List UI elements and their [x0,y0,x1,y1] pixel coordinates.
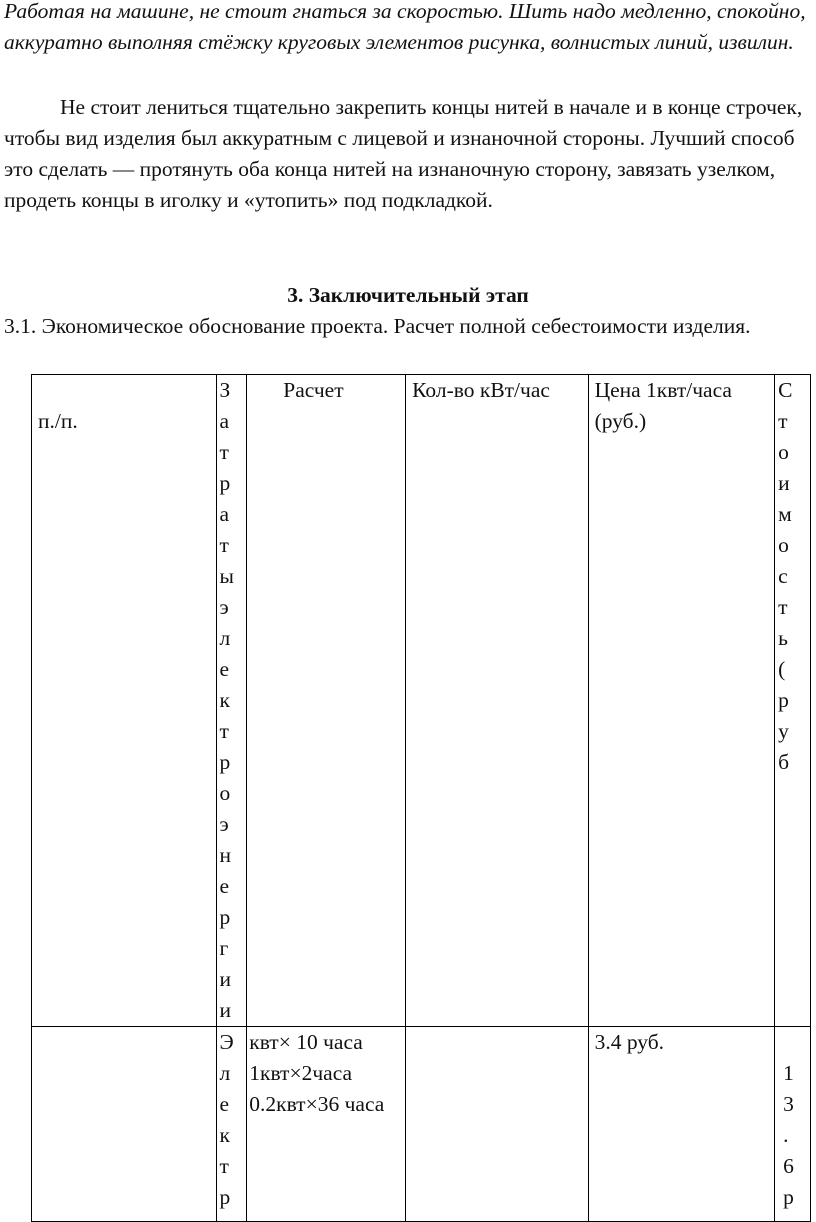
header-cell-costs: З а т р а т ы э л е к т р о э н е р г и и [216,375,247,1027]
section-subheading: 3.1. Экономическое обоснование проекта. Расчет полной себестоимости изделия. [4,314,751,338]
row-cell-costs: Э л е к т р [216,1027,247,1222]
table-row [32,1027,811,1222]
table-header-row [32,375,811,1027]
header-cell-num: п./п. [32,375,217,1027]
section-heading: 3. Заключительный этап [287,283,529,307]
calc-line-3: 0.2квт×36 часа [249,1092,385,1116]
row-cell-num [32,1027,217,1222]
header-cell-cost: С т о и м о с т ь ( р у б [775,375,811,1027]
calc-line-1: квт× 10 часа [249,1030,363,1054]
row-cell-calc [247,1027,406,1222]
calc-line-2: 1квт×2часа [249,1061,353,1085]
header-cell-qty: Кол-во кВт/час [406,375,588,1027]
intro-italic-paragraph: Работая на машине, не стоит гнаться за скоростью. Шить надо медленно, спокойно, аккуратно выполняя стёжку круговых элементов рисунка, волнистых линий, извилин. [4,0,806,54]
header-cell-calc: Расчет [247,375,406,1027]
cost-table [31,374,811,1222]
intro-paragraph: Не стоит лениться тщательно закрепить концы нитей в начале и в конце строчек, чтобы вид изделия был аккуратным с лицевой и изнаночной стороны. Лучший способ это сделать — протянуть оба конца нитей на изнаночную сторону, завязать узелком, продеть концы в иголку и «утопить» под подкладкой. [4,95,803,212]
row-cell-cost: 1 3 . 6 р [775,1027,811,1222]
row-cell-price: 3.4 руб. [588,1027,775,1222]
header-cell-price: Цена 1квт/часа (руб.) [588,375,775,1027]
row-cell-qty [406,1027,588,1222]
